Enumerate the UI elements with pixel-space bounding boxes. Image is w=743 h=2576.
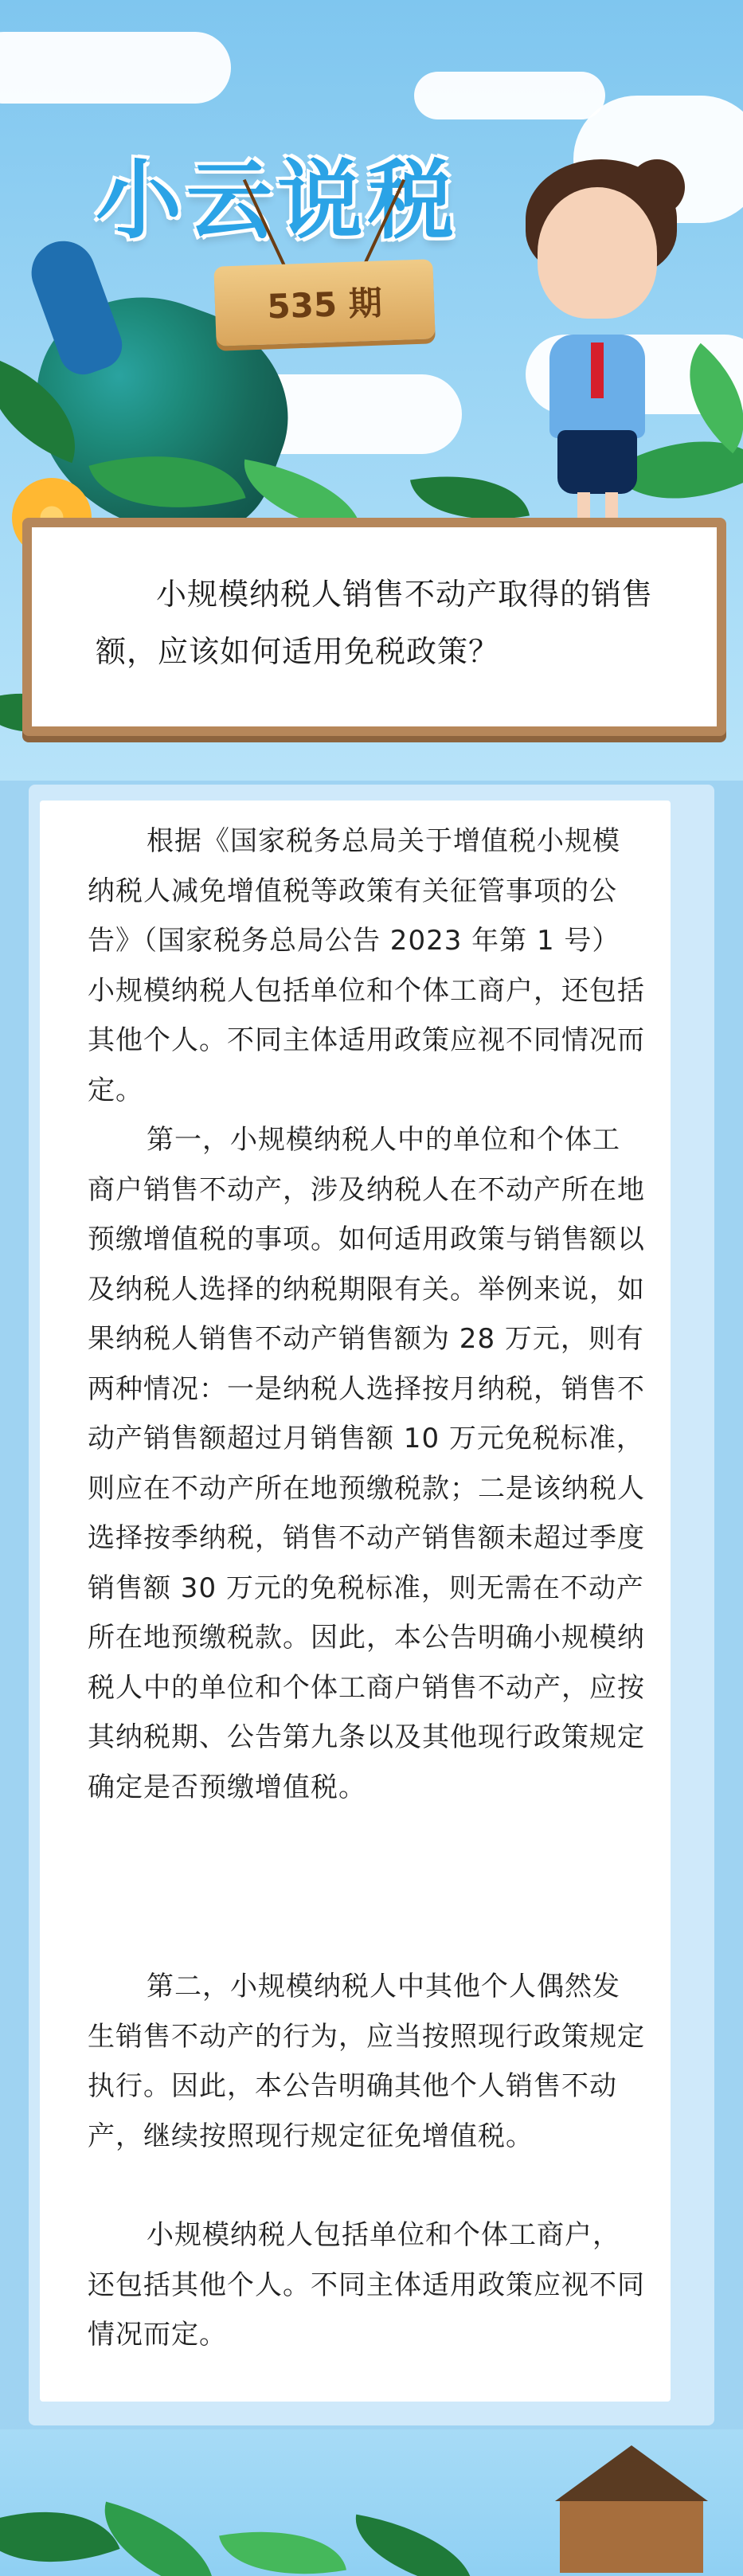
footer-illustration (0, 2429, 743, 2576)
paragraph-intro: 根据《国家税务总局关于增值税小规模纳税人减免增值税等政策有关征管事项的公告》（国家税务总局公告 2023 年第 1 号）小规模纳税人包括单位和个体工商户，还包括其他个人。不同主体适用政策应视不同情况而定。 (88, 825, 645, 1106)
hut-body (560, 2501, 703, 2573)
cloud (414, 72, 605, 119)
paragraph-second: 第二，小规模纳税人中其他个人偶然发生销售不动产的行为，应当按照现行政策规定执行。因此，本公告明确其他个人销售不动产，继续按照现行规定征免增值税。 (88, 1971, 645, 2152)
issue-number: 535 期 (266, 283, 383, 327)
cloud (0, 32, 231, 104)
hut-roof (536, 2445, 727, 2501)
paragraph-summary: 小规模纳税人包括单位和个体工商户，还包括其他个人。不同主体适用政策应视不同情况而定。 (88, 2219, 645, 2351)
leaf (346, 2515, 482, 2576)
character-tie (591, 343, 604, 398)
question-text: 小规模纳税人销售不动产取得的销售额，应该如何适用免税政策？ (96, 577, 654, 669)
header-banner (0, 0, 743, 781)
page-title: 小云说税 (96, 151, 459, 251)
character-skirt (557, 430, 637, 494)
leaf (0, 2481, 120, 2576)
question-board (22, 518, 726, 736)
leaf (219, 2515, 346, 2576)
hut-illustration (536, 2445, 727, 2573)
issue-sign (213, 259, 435, 346)
character-face (538, 187, 657, 319)
paragraph-first: 第一，小规模纳税人中的单位和个体工商户销售不动产，涉及纳税人在不动产所在地预缴增值税的事项。如何适用政策与销售额以及纳税人选择的纳税期限有关。举例来说，如果纳税人销售不动产销售额为 28 万元，则有两种情况：一是纳税人选择按月纳税，销售不动产销售额超过月销售额 10 万元免税标准，则应在不动产所在地预缴税款；二是该纳税人选择按季纳税，销售不动产销售额未超过季度销售额 30 万元的免税标准，则无需在不动产所在地预缴税款。因此，本公告明确小规模纳税人中的单位和个体工商户销售不动产，应按其纳税期、公告第九条以及其他现行政策规定确定是否预缴增值税。 (88, 1124, 645, 1803)
